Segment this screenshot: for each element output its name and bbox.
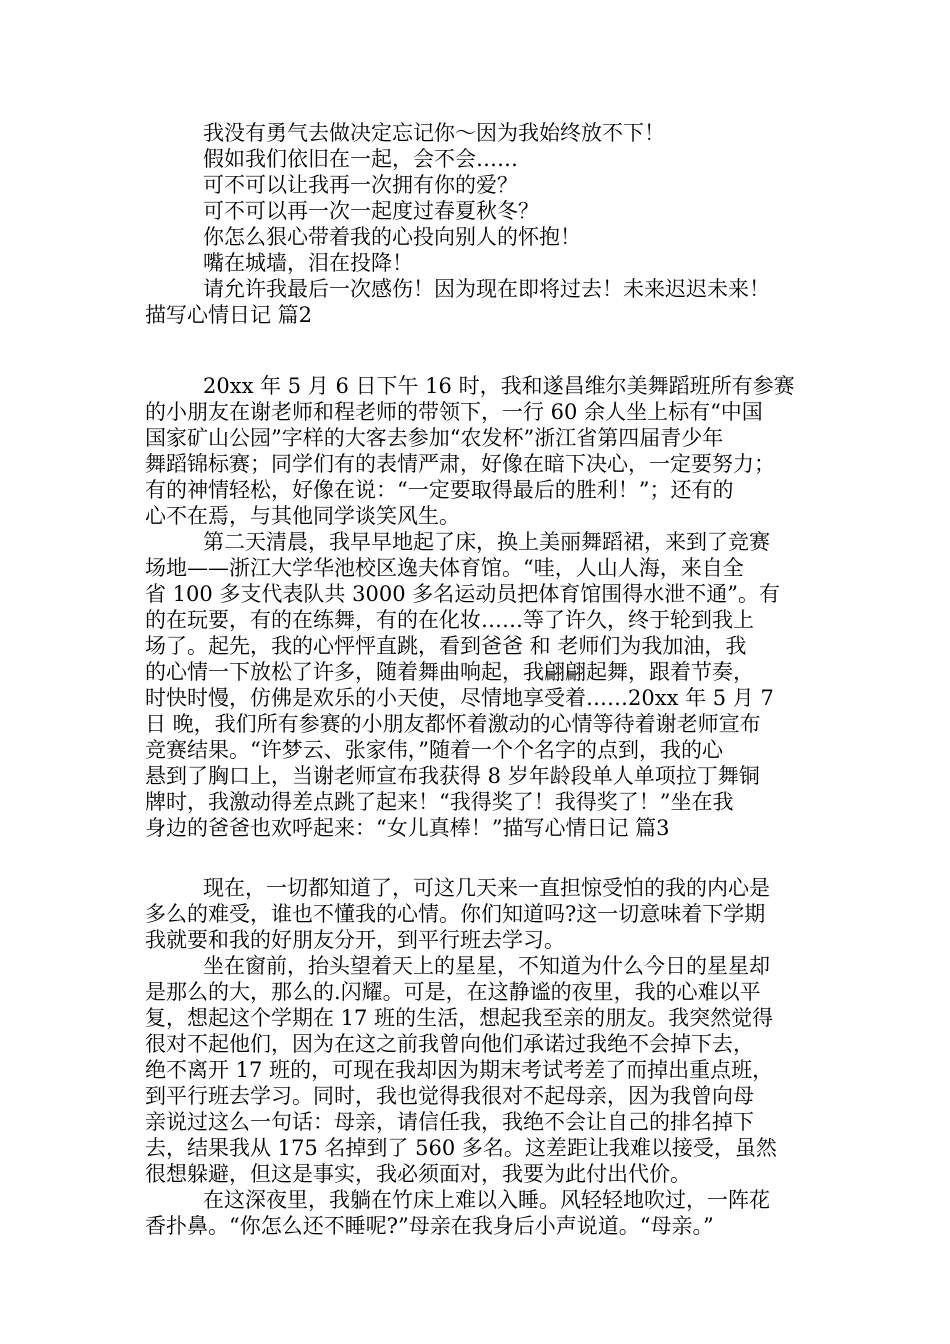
paragraph <box>145 875 863 953</box>
paragraph-line: 国家矿山公园”字样的大客去参加“农发杯”浙江省第四届青少年 <box>145 426 724 450</box>
paragraph-line: 日 晚，我们所有参赛的小朋友都怀着激动的心情等待着谢老师宣布 <box>145 712 761 736</box>
poem-line: 嘴在城墙，泪在投降！ <box>203 251 413 275</box>
paragraph-line: 悬到了胸口上，当谢老师宣布我获得 8 岁年龄段单人单项拉丁舞铜 <box>145 764 760 788</box>
section-heading: 描写心情日记 篇2 <box>145 303 313 327</box>
paragraph-line: 第二天清晨，我早早地起了床，换上美丽舞蹈裙，来到了竞赛 <box>203 530 770 554</box>
paragraph-line: 坐在窗前，抬头望着天上的星星，不知道为什么今日的星星却 <box>203 954 770 978</box>
paragraph-line: 身边的爸爸也欢呼起来：“女儿真棒！”描写心情日记 篇3 <box>145 816 670 840</box>
paragraph-line: 亲说过这么一句话：母亲，请信任我，我绝不会让自己的排名掉下 <box>145 1110 754 1134</box>
paragraph-line: 是那么的大，那么的.闪耀。可是，在这静谧的夜里，我的心难以平 <box>145 980 761 1004</box>
paragraph <box>145 1187 863 1239</box>
paragraph-line: 时快时慢，仿佛是欢乐的小天使，尽情地享受着……20xx 年 5 月 7 <box>145 686 774 710</box>
paragraph-line: 现在，一切都知道了，可这几天来一直担惊受怕的我的内心是 <box>203 876 770 900</box>
paragraph-line: 的在玩要，有的在练舞，有的在化妆……等了许久，终于轮到我上 <box>145 608 754 632</box>
paragraph-line: 很对不起他们，因为在这之前我曾向他们承诺过我绝不会掉下去， <box>145 1032 754 1056</box>
paragraph-line: 复，想起这个学期在 17 班的生活，想起我至亲的朋友。我突然觉得 <box>145 1006 774 1030</box>
paragraph-line: 到平行班去学习。同时，我也觉得我很对不起母亲，因为我曾向母 <box>145 1084 754 1108</box>
paragraph-line: 省 100 多支代表队共 3000 多名运动员把体育馆围得水泄不通”。有 <box>145 582 780 606</box>
paragraph-line: 20xx 年 5 月 6 日下午 16 时，我和遂昌维尔美舞蹈班所有参赛 <box>203 374 795 398</box>
paragraph-line: 绝不离开 17 班的，可现在我却因为期末考试考差了而掉出重点班， <box>145 1058 774 1082</box>
paragraph <box>145 373 863 529</box>
paragraph-line: 香扑鼻。“你怎么还不睡呢?”母亲在我身后小声说道。“母亲。” <box>145 1214 714 1238</box>
paragraph-line: 我就要和我的好朋友分开，到平行班去学习。 <box>145 928 565 952</box>
paragraph-line: 多么的难受，谁也不懂我的心情。你们知道吗?这一切意味着下学期 <box>145 902 766 926</box>
paragraph-line: 的心情一下放松了许多，随着舞曲响起，我翩翩起舞，跟着节奏， <box>145 660 754 684</box>
paragraph-line: 牌时，我激动得差点跳了起来！“我得奖了！我得奖了！”坐在我 <box>145 790 734 814</box>
paragraph-line: 竞赛结果。“许梦云、张家伟，”随着一个个名字的点到，我的心 <box>145 738 723 762</box>
poem-line: 请允许我最后一次感伤！因为现在即将过去！未来迟迟未来！ <box>203 277 770 301</box>
poem-line: 我没有勇气去做决定忘记你～因为我始终放不下！ <box>203 121 665 145</box>
paragraph-line: 场地——浙江大学华池校区逸夫体育馆。“哇，人山人海，来自全 <box>145 556 744 580</box>
poem-line: 可不可以再一次一起度过春夏秋冬？ <box>203 199 539 223</box>
paragraph-line: 很想躲避，但这是事实，我必须面对，我要为此付出代价。 <box>145 1162 691 1186</box>
poem-line: 可不可以让我再一次拥有你的爱？ <box>203 173 518 197</box>
paragraph-line: 在这深夜里，我躺在竹床上难以入睡。风轻轻地吹过，一阵花 <box>203 1188 770 1212</box>
paragraph-line: 场了。起先，我的心怦怦直跳，看到爸爸 和 老师们为我加油，我 <box>145 634 747 658</box>
paragraph-line: 心不在焉，与其他同学谈笑风生。 <box>145 504 460 528</box>
poem-line: 你怎么狠心带着我的心投向别人的怀抱！ <box>203 225 581 249</box>
paragraph-line: 有的神情轻松，好像在说：“一定要取得最后的胜利！”；还有的 <box>145 478 734 502</box>
paragraph-line: 舞蹈锦标赛；同学们有的表情严肃，好像在暗下决心，一定要努力； <box>145 452 775 476</box>
paragraph <box>145 529 863 841</box>
poem-line: 假如我们依旧在一起，会不会…… <box>203 147 518 171</box>
paragraph <box>145 953 863 1187</box>
paragraph-line: 去，结果我从 175 名掉到了 560 多名。这差距让我难以接受，虽然 <box>145 1136 777 1160</box>
paragraph-line: 的小朋友在谢老师和程老师的带领下，一行 60 余人坐上标有“中国 <box>145 400 763 424</box>
